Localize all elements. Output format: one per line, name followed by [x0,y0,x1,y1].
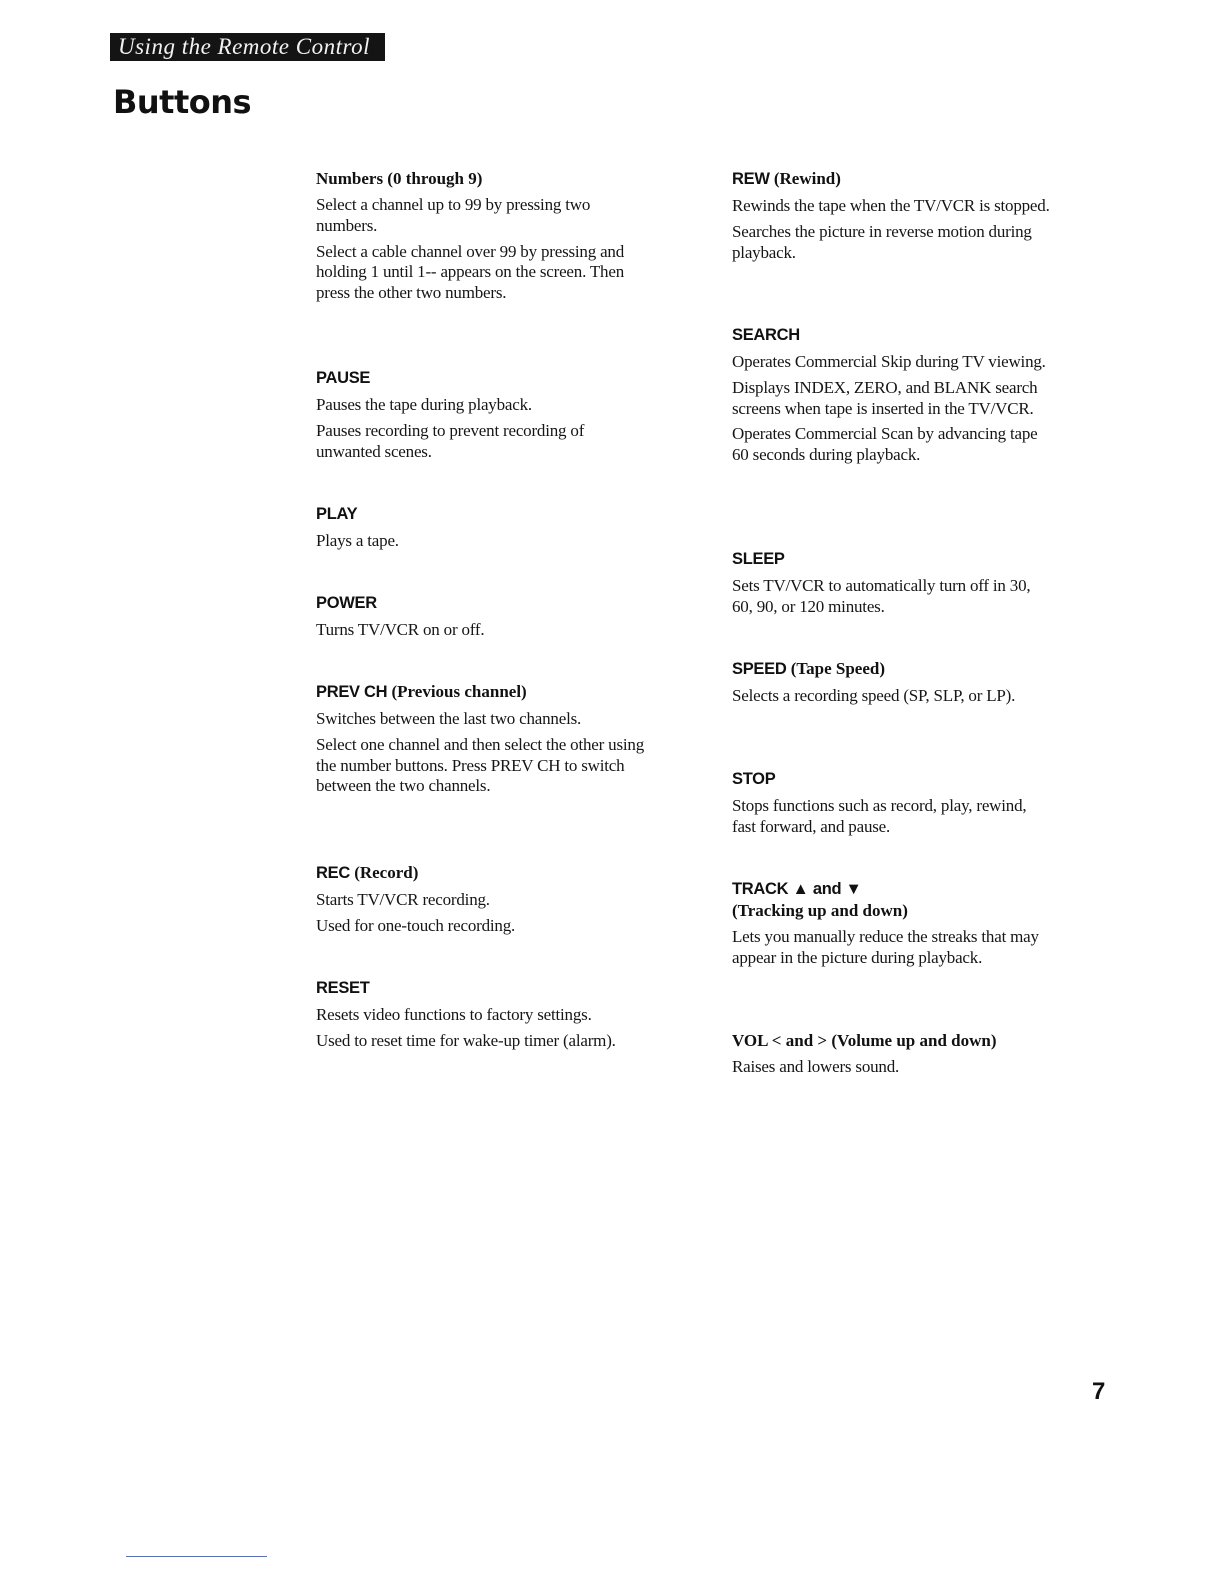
entry-paragraph: Selects a recording speed (SP, SLP, or LP). [732,686,1016,705]
entry-paragraph: Used to reset time for wake-up timer (alarm). [316,1030,616,1050]
entry-prev-ch [316,681,646,802]
entry-track [732,878,1052,974]
entry-heading: RESET [316,979,370,997]
entry-heading: TRACK ▲ and ▼ (Tracking up and down) [732,880,908,920]
entry-heading: VOL < and > (Volume up and down) [732,1031,997,1050]
entry-power [316,592,646,646]
entry-paragraph: Select one channel and then select the other using the number buttons. Press PREV CH to switch between the two channels. [316,734,644,796]
entry-search [732,324,1052,471]
entry-stop [732,768,1052,843]
entry-paragraph: Select a cable channel over 99 by pressing and holding 1 until 1-- appears on the screen. Then press the other two numbers. [316,241,625,303]
entry-play [316,503,646,557]
entry-heading: SLEEP [732,550,785,568]
entry-paragraph: Used for one-touch recording. [316,915,516,935]
entry-heading: STOP [732,770,776,788]
entry-paragraph: Starts TV/VCR recording. [316,890,490,909]
entry-speed [732,658,1052,712]
page-title: Buttons [113,83,252,121]
entry-paragraph: Stops functions such as record, play, rewind, fast forward, and pause. [732,796,1027,836]
entry-heading: PLAY [316,505,358,523]
entry-rew [732,168,1052,268]
entry-rec [316,862,646,942]
entry-heading: SPEED (Tape Speed) [732,659,885,678]
entry-paragraph: Rewinds the tape when the TV/VCR is stopped. [732,196,1050,215]
entry-heading: PAUSE [316,369,371,387]
entry-paragraph: Turns TV/VCR on or off. [316,620,485,639]
section-banner: Using the Remote Control [110,33,385,61]
entry-paragraph: Raises and lowers sound. [732,1057,900,1076]
entry-paragraph: Plays a tape. [316,531,399,550]
entry-paragraph: Resets video functions to factory settings. [316,1005,592,1024]
entry-heading: Numbers (0 through 9) [316,169,483,188]
entry-heading: REW (Rewind) [732,169,841,188]
entry-paragraph: Sets TV/VCR to automatically turn off in 30, 60, 90, or 120 minutes. [732,576,1031,616]
entry-paragraph: Operates Commercial Skip during TV viewing. [732,352,1046,371]
entry-heading: SEARCH [732,326,800,344]
entry-sleep [732,548,1052,623]
entry-heading: REC (Record) [316,863,419,882]
entry-paragraph: Lets you manually reduce the streaks that may appear in the picture during playback. [732,927,1039,967]
entry-paragraph: Operates Commercial Scan by advancing tape 60 seconds during playback. [732,424,1038,465]
entry-heading: PREV CH (Previous channel) [316,682,527,701]
entry-paragraph: Displays INDEX, ZERO, and BLANK search screens when tape is inserted in the TV/VCR. [732,377,1038,418]
entry-paragraph: Select a channel up to 99 by pressing two numbers. [316,195,591,235]
entry-numbers [316,168,646,309]
entry-heading: POWER [316,594,377,612]
entry-paragraph: Pauses recording to prevent recording of unwanted scenes. [316,420,585,461]
footer-divider [126,1556,267,1557]
entry-vol [732,1030,1052,1083]
entry-paragraph: Pauses the tape during playback. [316,395,532,414]
entry-paragraph: Switches between the last two channels. [316,709,582,728]
page-number: 7 [1092,1378,1106,1405]
entry-paragraph: Searches the picture in reverse motion during playback. [732,221,1032,262]
entry-pause [316,367,646,467]
entry-reset [316,977,646,1057]
